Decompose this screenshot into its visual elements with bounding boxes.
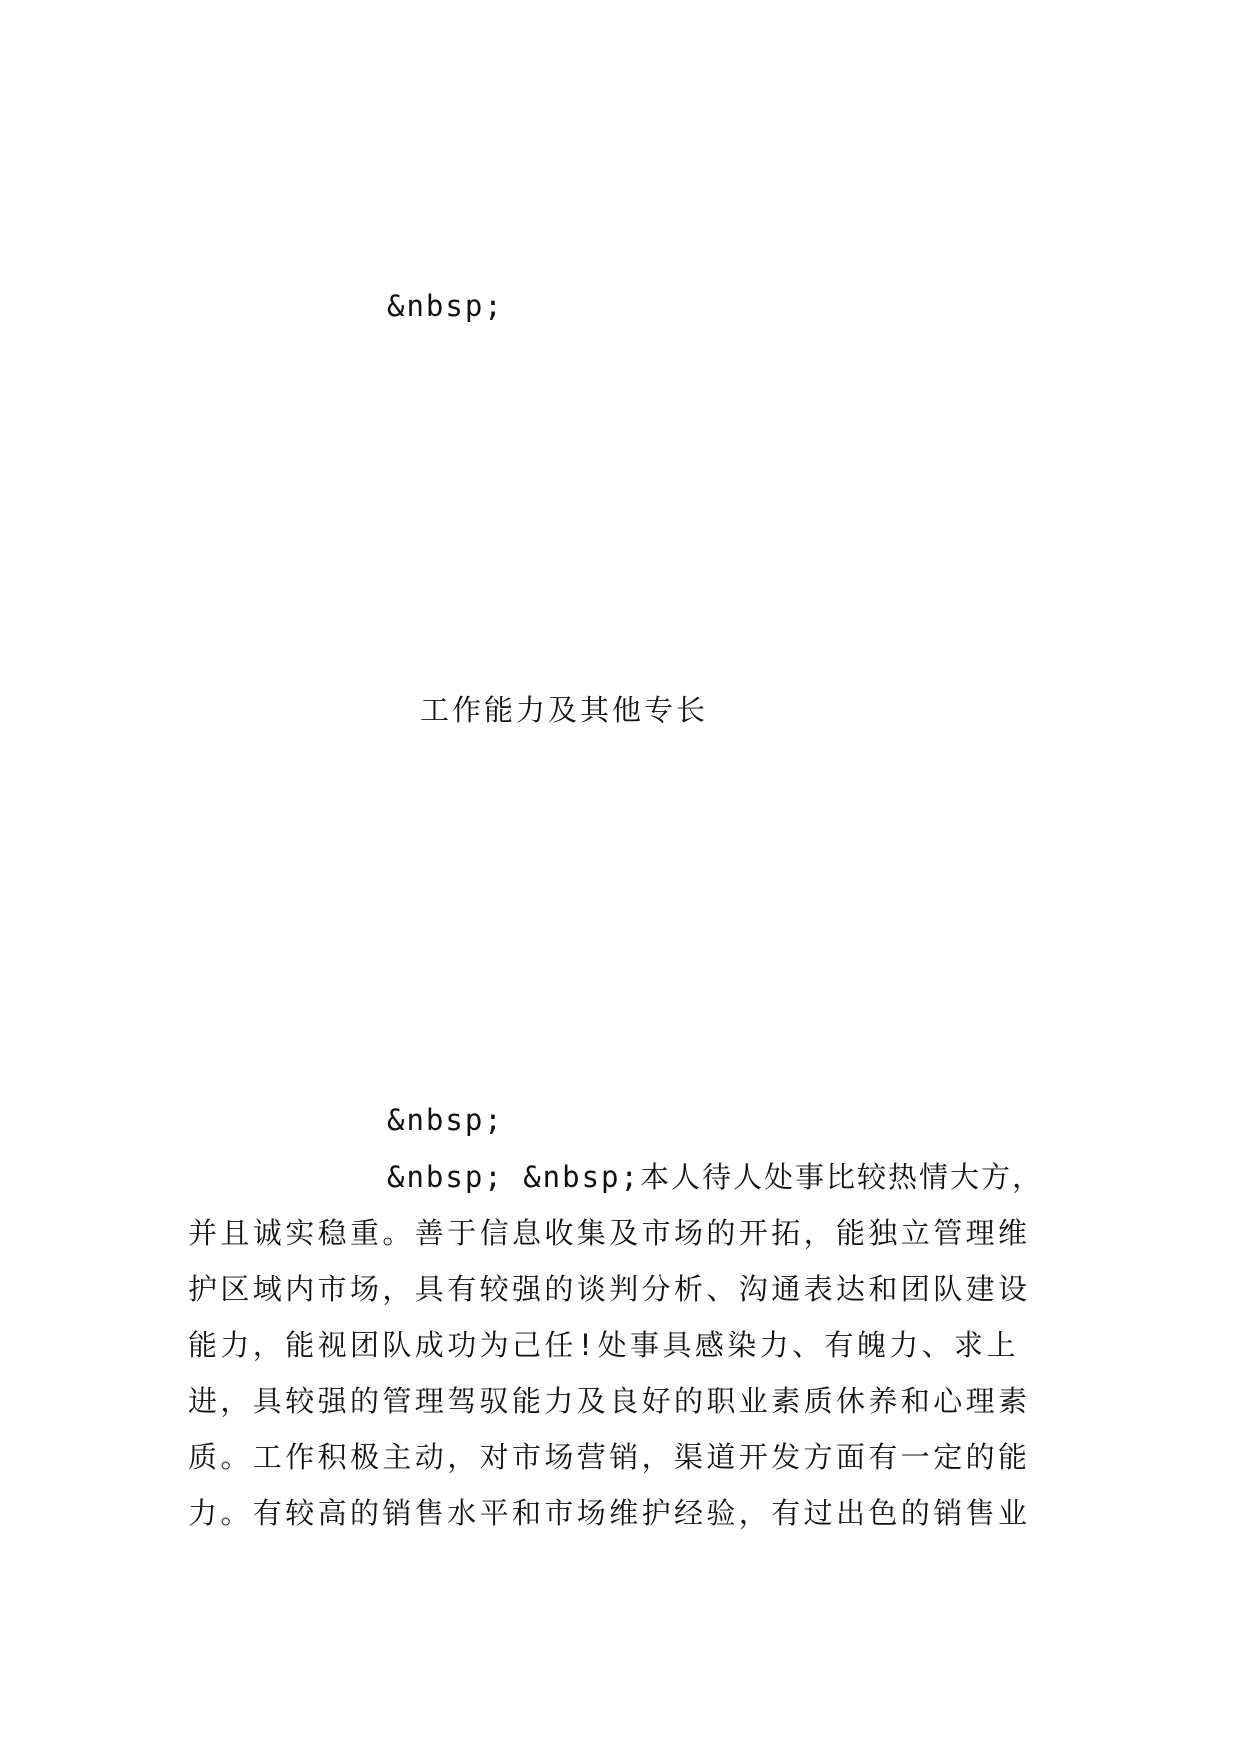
paragraph-line: 并且诚实稳重。善于信息收集及市场的开拓，能独立管理维 (188, 1216, 1031, 1250)
paragraph-line: 能力，能视团队成功为己任!处事具感染力、有魄力、求上 (188, 1328, 1019, 1362)
section-heading: 工作能力及其他专长 (420, 693, 709, 727)
spacer-text: &nbsp; (387, 1103, 504, 1137)
paragraph-line: 进，具较强的管理驾驭能力及良好的职业素质休养和心理素 (188, 1384, 1031, 1418)
paragraph-first-line: &nbsp; &nbsp;本人待人处事比较热情大方， (387, 1160, 1043, 1194)
spacer-text: &nbsp; (387, 289, 504, 323)
paragraph-line: 质。工作积极主动，对市场营销，渠道开发方面有一定的能 (188, 1440, 1031, 1474)
paragraph-line: 力。有较高的销售水平和市场维护经验，有过出色的销售业 (188, 1496, 1031, 1530)
paragraph-line: 护区域内市场，具有较强的谈判分析、沟通表达和团队建设 (188, 1272, 1031, 1306)
